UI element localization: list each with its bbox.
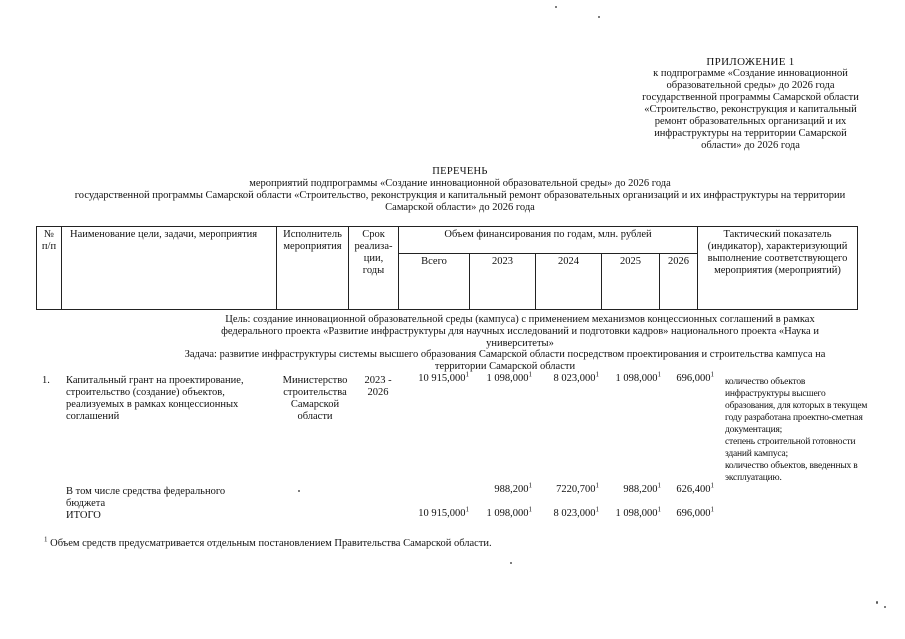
footnote-mark: 1 (44, 535, 48, 544)
total-2024-value: 8 023,000 (553, 508, 596, 519)
appendix-line: к подпрограмме «Создание инновационной (653, 68, 848, 79)
header-executor-line: Исполнитель (283, 229, 342, 240)
row1-number: 1. (42, 375, 50, 386)
row1-indicator-line: документация; (725, 425, 783, 435)
footnote-mark: 1 (595, 505, 599, 514)
row1-name-line: реализуемых в рамках концессионных (66, 399, 239, 410)
footnote-mark: 1 (657, 505, 661, 514)
footnote-mark: 1 (465, 370, 469, 379)
header-term-line: реализа- (354, 241, 393, 252)
header-term-line: годы (362, 265, 385, 276)
header-indicator-line: мероприятия (мероприятий) (714, 265, 841, 276)
document-title-line: государственной программы Самарской области «Строительство, реконструкция и капитальный ремонт образовательных организаций и их инфраструктуры на территории (74, 190, 846, 201)
header-number-line: № (43, 229, 55, 240)
footnote-mark: 1 (595, 481, 599, 490)
appendix-title: ПРИЛОЖЕНИЕ 1 (706, 56, 795, 68)
header-indicator (698, 227, 858, 310)
total-2026 (666, 505, 714, 520)
row1-executor-line: Министерство (282, 375, 348, 386)
row1-name (66, 375, 244, 423)
row1-2025 (602, 370, 661, 385)
total-2025 (602, 505, 661, 520)
row1-indicator (725, 376, 903, 484)
scan-speck (555, 6, 557, 8)
federal-2024 (536, 481, 599, 496)
appendix-line: ремонт образовательных организаций и их (654, 116, 847, 127)
document-title-line: Самарской области» до 2026 года (385, 202, 535, 213)
federal-2026-value: 626,400 (676, 484, 711, 495)
row1-indicator-line: зданий кампуса; (725, 449, 788, 459)
task-text (120, 349, 890, 373)
federal-label-line: В том числе средства федерального (66, 486, 226, 497)
federal-2025 (602, 481, 661, 496)
goal-line: федерального проекта «Развитие инфраструктуры для научных исследований и подготовки кадров» национального проекта «Наука и (221, 326, 819, 337)
goal-line: университеты» (486, 338, 554, 349)
document-title (40, 166, 880, 214)
row1-2025-value: 1 098,000 (615, 373, 658, 384)
row1-indicator-line: году разработана проектно-сметная (725, 413, 863, 423)
row1-indicator-line: степень строительной готовности (725, 437, 856, 447)
scan-speck (510, 562, 512, 564)
row1-term-line: 2023 - (364, 375, 392, 386)
federal-2026 (666, 481, 714, 496)
footnote-mark: 1 (528, 505, 532, 514)
total-total (400, 505, 469, 520)
table-header (36, 226, 858, 310)
row1-2023-value: 1 098,000 (486, 373, 529, 384)
federal-2023-value: 988,200 (494, 484, 529, 495)
total-2024 (536, 505, 599, 520)
appendix-line: инфраструктуры на территории Самарской (654, 128, 847, 139)
appendix-line: «Строительство, реконструкция и капитальный (644, 104, 857, 115)
header-executor-line: мероприятия (283, 241, 342, 252)
appendix-line: образовательной среды» до 2026 года (666, 80, 835, 91)
appendix-line: государственной программы Самарской области (642, 92, 859, 103)
footnote-mark: 1 (710, 370, 714, 379)
header-term-line: Срок (362, 229, 385, 240)
row1-executor-line: области (297, 411, 333, 422)
header-year-2023: 2023 (470, 254, 536, 310)
goal-text (160, 314, 880, 350)
header-executor (277, 227, 349, 310)
row1-indicator-line: инфраструктуры высшего (725, 389, 826, 399)
total-2023-value: 1 098,000 (486, 508, 529, 519)
row1-name-line: Капитальный грант на проектирование, (66, 375, 244, 386)
row1-2024-value: 8 023,000 (553, 373, 596, 384)
footnote-text: Объем средств предусматривается отдельным постановлением Правительства Самарской области. (50, 538, 492, 549)
header-number-line: п/п (41, 241, 57, 252)
footnote-mark: 1 (528, 370, 532, 379)
scan-speck (876, 601, 878, 604)
header-year-2025: 2025 (602, 254, 660, 310)
header-indicator-line: Тактический показатель (723, 229, 832, 240)
row1-indicator-line: количество объектов (725, 377, 806, 387)
federal-label (66, 486, 225, 510)
footnote-mark: 1 (710, 505, 714, 514)
row1-total (400, 370, 469, 385)
document-title-line: мероприятий подпрограммы «Создание инновационной образовательной среды» до 2026 года (249, 178, 671, 189)
footnote-mark: 1 (657, 481, 661, 490)
footnote-mark: 1 (528, 481, 532, 490)
total-2026-value: 696,000 (676, 508, 711, 519)
task-line: территории Самарской области (434, 361, 576, 372)
goal-line: Цель: создание инновационной образовательной среды (кампуса) с применением механизмов концессионных соглашений в рамках (225, 314, 815, 325)
row1-name-line: соглашений (66, 411, 120, 422)
footnote-mark: 1 (595, 370, 599, 379)
scan-speck (884, 606, 886, 608)
row1-indicator-line: эксплуатацию. (725, 473, 782, 483)
header-term-line: ции, (363, 253, 384, 264)
total-2023 (470, 505, 532, 520)
header-year-2026: 2026 (660, 254, 698, 310)
header-indicator-line: (индикатор), характеризующий (707, 241, 848, 252)
row1-executor-line: строительства (283, 387, 347, 398)
header-indicator-line: выполнение соответствующего (707, 253, 848, 264)
header-year-2024: 2024 (536, 254, 602, 310)
header-number (37, 227, 62, 310)
federal-2024-value: 7220,700 (556, 484, 596, 495)
row1-term-line: 2026 (367, 387, 389, 398)
footnote-mark: 1 (710, 481, 714, 490)
row1-2023 (470, 370, 532, 385)
total-2025-value: 1 098,000 (615, 508, 658, 519)
row1-total-value: 10 915,000 (418, 373, 466, 384)
header-name: Наименование цели, задачи, мероприятия (62, 227, 277, 310)
row1-2026-value: 696,000 (676, 373, 711, 384)
footnote-mark: 1 (657, 370, 661, 379)
total-label: ИТОГО (66, 510, 101, 521)
footnote (44, 535, 492, 550)
row1-indicator-line: образования, для которых в текущем (725, 401, 868, 411)
federal-2023 (470, 481, 532, 496)
row1-executor-line: Самарской (290, 399, 340, 410)
federal-2025-value: 988,200 (623, 484, 658, 495)
row1-indicator-line: количество объектов, введенных в (725, 461, 858, 471)
document-heading: ПЕРЕЧЕНЬ (432, 166, 488, 177)
appendix-block (598, 56, 903, 152)
row1-2026 (666, 370, 714, 385)
row1-name-line: строительство (создание) объектов, (66, 387, 225, 398)
task-line: Задача: развитие инфраструктуры системы высшего образования Самарской области посредством проектирования и строительства кампуса на (184, 349, 826, 360)
footnote-mark: 1 (465, 505, 469, 514)
header-term (349, 227, 399, 310)
total-total-value: 10 915,000 (418, 508, 466, 519)
scan-speck (598, 16, 600, 18)
row1-2024 (536, 370, 599, 385)
scan-speck (298, 490, 300, 492)
federal-label-line: бюджета (66, 498, 106, 509)
row1-term (356, 375, 400, 399)
appendix-line: области» до 2026 года (701, 140, 800, 151)
header-funding: Объем финансирования по годам, млн. рублей (399, 227, 698, 254)
row1-executor (275, 375, 355, 423)
header-total: Всего (399, 254, 470, 310)
